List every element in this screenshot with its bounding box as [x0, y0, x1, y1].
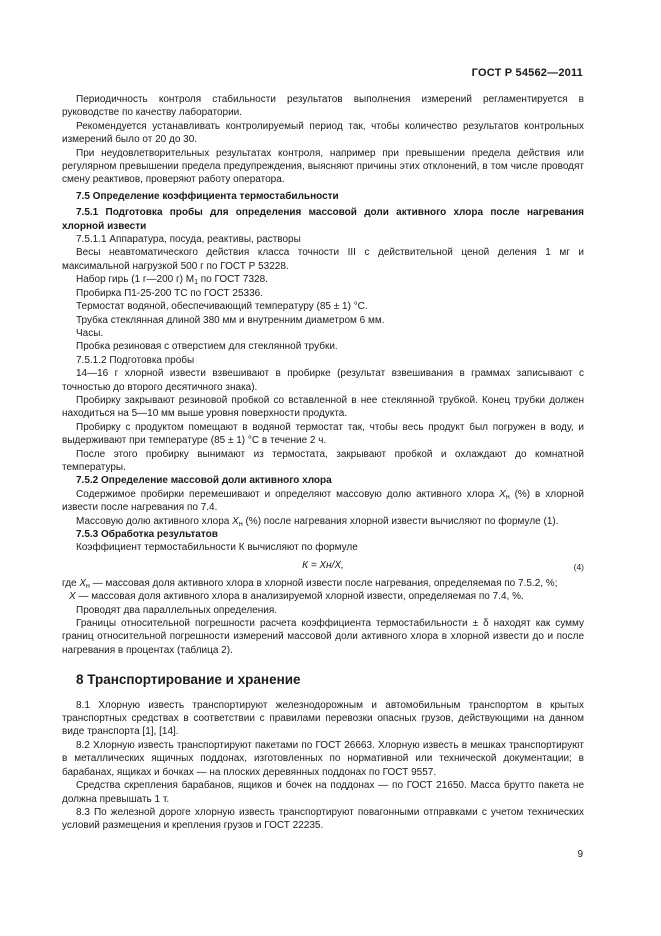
paragraph: Трубка стеклянная длиной 380 мм и внутренним диаметром 6 мм. — [76, 314, 385, 326]
section-heading-7-5-2: 7.5.2 Определение массовой доли активного хлора — [76, 475, 332, 487]
paragraph: При неудовлетворительных результатах контроля, например при превышении предела действия или регулярном превышении предела предупреждения, выясняют причины этих отклонений, в том числе проводят смену реактивов, проверяют работу оператора. — [62, 147, 584, 186]
subscript: н — [505, 493, 510, 501]
text-run: (%) в хлорной извести после нагревания по 7.4. — [62, 488, 584, 514]
text-run: (%) после нагревания хлорной извести вычисляют по формуле (1). — [242, 515, 559, 527]
paragraph: Пробирку с продуктом помещают в водяной термостат так, чтобы весь продукт был погружен в воду, и выдерживают при температуре (85 ± 1) °С в течение 2 ч. — [62, 421, 584, 447]
text-run: Содержимое пробирки перемешивают и определяют массовую долю активного хлора — [76, 488, 500, 500]
text-run: Массовую долю активного хлора — [76, 515, 233, 527]
section-heading-7-5-1: 7.5.1 Подготовка пробы для определения массовой доли активного хлора после нагревания хлорной извести — [62, 207, 584, 232]
variable: X — [499, 488, 506, 500]
paragraph: Средства скрепления барабанов, ящиков и бочек на поддонах — по ГОСТ 21650. Масса брутто пакета не должна превышать 1 т. — [62, 780, 584, 805]
paragraph: 8.2 Хлорную известь транспортируют пакетами по ГОСТ 26663. Хлорную известь в мешках транспортируют в металлических ящичных поддонах, изготовленных по нормативной или технической документации; в барабанах, ящиках и бочках — на плоских деревянных поддонах по ГОСТ 9557. — [62, 739, 584, 778]
text-run: где — [62, 577, 80, 589]
variable: X — [232, 515, 239, 527]
paragraph — [62, 273, 584, 286]
text-run: — массовая доля активного хлора в анализируемой хлорной извести, определяемая по 7.4, %. — [75, 591, 524, 603]
subscript: 1 — [194, 279, 198, 287]
paragraph: Пробирка П1-25-200 ТС по ГОСТ 25336. — [76, 287, 263, 299]
paragraph: Часы. — [76, 327, 104, 339]
equation-number: (4) — [573, 561, 584, 572]
text-run: — массовая доля активного хлора в хлорной извести после нагревания, определяемая по 7.5.2, %; — [89, 577, 558, 589]
formula-row — [62, 559, 584, 577]
paragraph: 8.1 Хлорную известь транспортируют железнодорожным и автомобильным транспортом в крытых транспортных средствах в соответствии с правилами перевозки опасных грузов, действующими на данном виде транспорта [1], [14]. — [62, 699, 584, 738]
document-code: ГОСТ Р 54562—2011 — [471, 67, 583, 79]
subsection-heading: 7.5.1.2 Подготовка пробы — [76, 354, 195, 366]
paragraph: Пробирку закрывают резиновой пробкой со вставленной в нее стеклянной трубкой. Конец трубки должен находиться на 5—10 мм выше уровня поверхности продукта. — [62, 394, 584, 420]
text-run: по ГОСТ 7328. — [197, 274, 268, 286]
formula: К = Xн/X, — [302, 559, 344, 571]
paragraph: 14—16 г хлорной извести взвешивают в пробирке (результат взвешивания в граммах записывают с точностью до второго десятичного знака). — [62, 368, 584, 393]
section-heading-7-5: 7.5 Определение коэффициента термостабильности — [76, 190, 339, 202]
paragraph: Рекомендуется устанавливать контролируемый период так, чтобы количество результатов контрольных измерений было от 20 до 30. — [62, 120, 584, 146]
paragraph: 8.3 По железной дороге хлорную известь транспортируют повагонными отправками с учетом технических условий размещения и крепления грузов и ГОСТ 22235. — [62, 806, 584, 832]
paragraph: Коэффициент термостабильности К вычисляют по формуле — [76, 542, 358, 554]
paragraph: Термостат водяной, обеспечивающий температуру (85 ± 1) °С. — [76, 301, 368, 313]
paragraph: Границы относительной погрешности расчета коэффициента термостабильности ± δ находят как сумму границ относительной погрешности измерений массовой доли активного хлора в хлорной извести до и после нагревания в процентах (таблица 2). — [62, 618, 584, 656]
formula-explanation — [62, 577, 584, 590]
text-run: Набор гирь (1 г—200 г) М — [76, 274, 195, 286]
subscript: н — [238, 520, 243, 528]
section-heading-7-5-3: 7.5.3 Обработка результатов — [76, 529, 218, 540]
paragraph — [62, 515, 584, 528]
subsection-heading: 7.5.1.1 Аппаратура, посуда, реактивы, растворы — [76, 234, 301, 246]
variable: X — [69, 591, 76, 603]
variable: X — [79, 577, 87, 589]
section-heading-8: 8 Транспортирование и хранение — [76, 672, 301, 688]
paragraph: Весы неавтоматического действия класса точности III с действительной ценой деления 1 мг и максимальной нагрузкой 500 г по ГОСТ Р 53228. — [62, 247, 584, 272]
paragraph: После этого пробирку вынимают из термостата, закрывают пробкой и охлаждают до комнатной температуры. — [62, 448, 584, 473]
paragraph: Периодичность контроля стабильности результатов выполнения измерений регламентируется в руководстве по качеству лаборатории. — [62, 94, 584, 119]
formula-explanation — [62, 590, 584, 603]
subscript: н — [86, 582, 90, 590]
page-body — [62, 93, 584, 833]
paragraph: Проводят два параллельных определения. — [76, 604, 278, 616]
page-number: 9 — [577, 849, 583, 860]
paragraph: Пробка резиновая с отверстием для стеклянной трубки. — [76, 341, 338, 353]
paragraph — [62, 488, 584, 515]
